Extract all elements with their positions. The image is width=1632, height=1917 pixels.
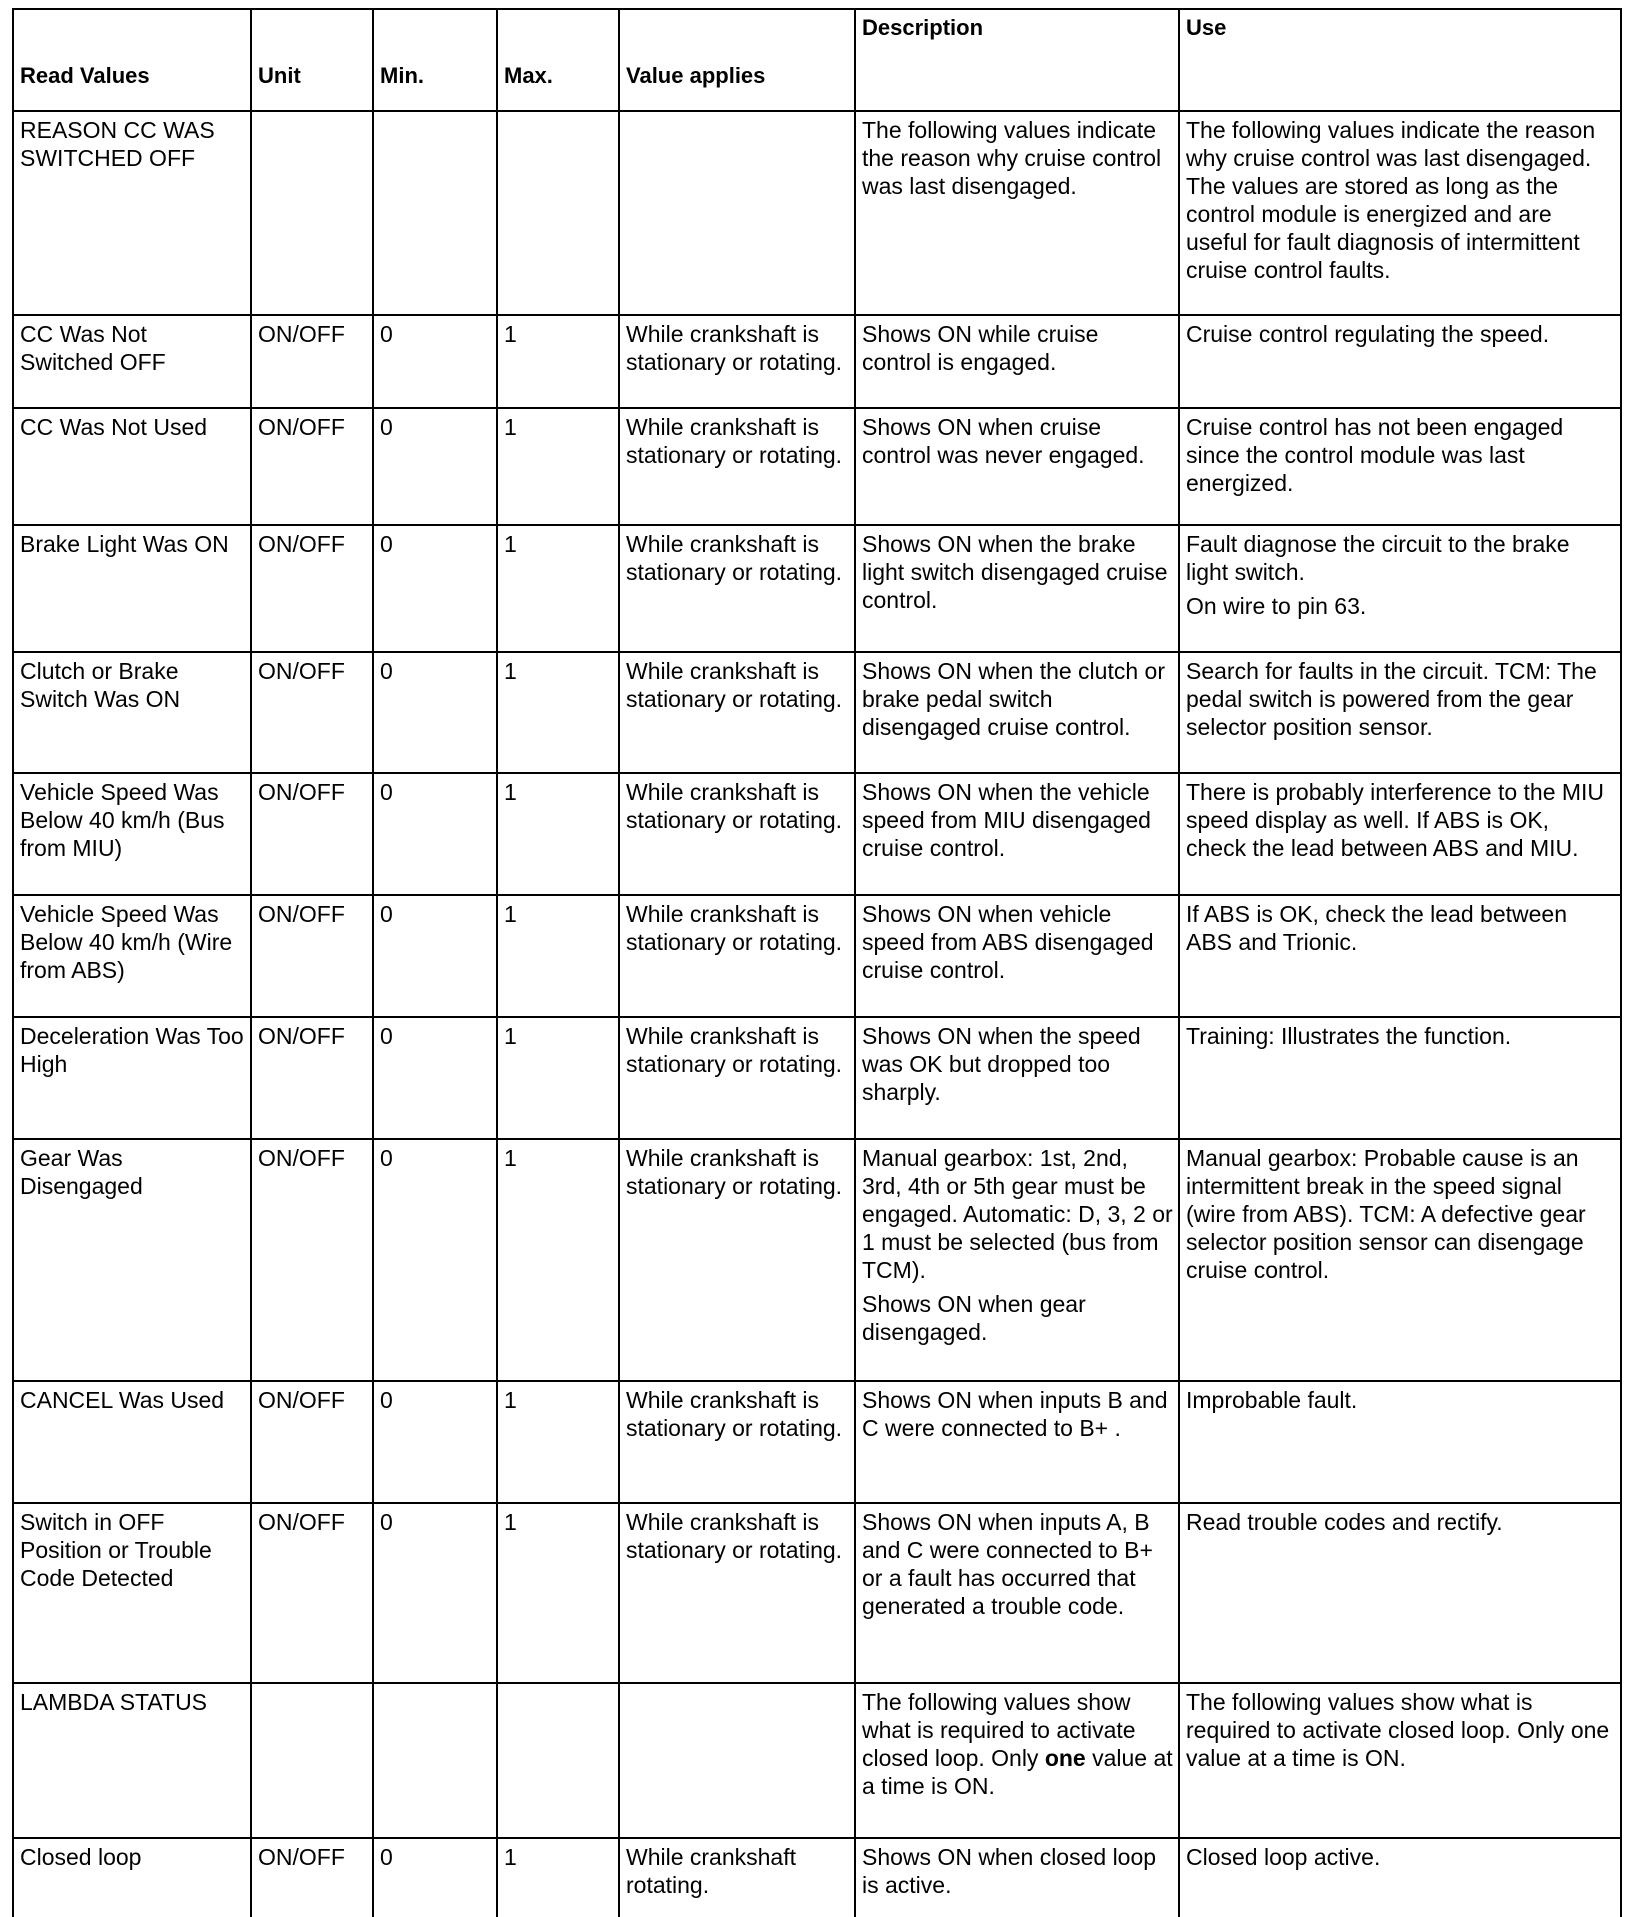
cell-max: 1: [497, 652, 619, 773]
cell-read-value: Clutch or Brake Switch Was ON: [13, 652, 251, 773]
cell-description: Shows ON when inputs B and C were connected to B+ .: [855, 1381, 1179, 1503]
table-row: [13, 525, 1621, 652]
cell-min: 0: [373, 1838, 497, 1917]
cell-min: 0: [373, 525, 497, 652]
cell-max: 1: [497, 1503, 619, 1683]
table-row: [13, 1139, 1621, 1381]
cell-min: [373, 1683, 497, 1838]
header-value-applies: Value applies: [619, 9, 855, 111]
cell-value-applies: While crankshaft is stationary or rotating.: [619, 408, 855, 525]
cell-min: 0: [373, 773, 497, 895]
cell-value-applies: While crankshaft rotating.: [619, 1838, 855, 1917]
cell-value-applies: [619, 111, 855, 315]
cell-description: Shows ON when the speed was OK but dropped too sharply.: [855, 1017, 1179, 1139]
cell-min: 0: [373, 408, 497, 525]
table-row: [13, 111, 1621, 315]
table-row: [13, 773, 1621, 895]
cell-min: 0: [373, 315, 497, 408]
header-row: [13, 9, 1621, 111]
cell-use: The following values show what is required to activate closed loop. Only one value at a time is ON.: [1179, 1683, 1621, 1838]
cell-min: 0: [373, 652, 497, 773]
header-description: Description: [855, 9, 1179, 111]
cell-min: 0: [373, 1017, 497, 1139]
cell-max: 1: [497, 895, 619, 1017]
cell-use: If ABS is OK, check the lead between ABS and Trionic.: [1179, 895, 1621, 1017]
cell-use: There is probably interference to the MIU speed display as well. If ABS is OK, check the lead between ABS and MIU.: [1179, 773, 1621, 895]
cell-read-value: Vehicle Speed Was Below 40 km/h (Bus from MIU): [13, 773, 251, 895]
cell-min: 0: [373, 1139, 497, 1381]
cell-read-value: Switch in OFF Position or Trouble Code Detected: [13, 1503, 251, 1683]
cell-max: [497, 1683, 619, 1838]
cell-max: 1: [497, 408, 619, 525]
cell-value-applies: [619, 1683, 855, 1838]
read-values-table: [12, 8, 1622, 1917]
cell-description: Shows ON while cruise control is engaged.: [855, 315, 1179, 408]
cell-use: Read trouble codes and rectify.: [1179, 1503, 1621, 1683]
cell-read-value: Brake Light Was ON: [13, 525, 251, 652]
header-max: Max.: [497, 9, 619, 111]
cell-unit: ON/OFF: [251, 773, 373, 895]
cell-read-value: Vehicle Speed Was Below 40 km/h (Wire from ABS): [13, 895, 251, 1017]
cell-value-applies: While crankshaft is stationary or rotating.: [619, 525, 855, 652]
cell-use: Closed loop active.: [1179, 1838, 1621, 1917]
cell-unit: ON/OFF: [251, 315, 373, 408]
cell-max: 1: [497, 525, 619, 652]
cell-unit: [251, 1683, 373, 1838]
cell-read-value: Closed loop: [13, 1838, 251, 1917]
table-row: [13, 652, 1621, 773]
cell-max: 1: [497, 1139, 619, 1381]
cell-unit: ON/OFF: [251, 1017, 373, 1139]
cell-min: [373, 111, 497, 315]
cell-unit: ON/OFF: [251, 1139, 373, 1381]
cell-read-value: Deceleration Was Too High: [13, 1017, 251, 1139]
cell-use: [1179, 525, 1621, 652]
cell-min: 0: [373, 1503, 497, 1683]
cell-max: 1: [497, 1381, 619, 1503]
cell-description: Shows ON when vehicle speed from ABS disengaged cruise control.: [855, 895, 1179, 1017]
cell-max: 1: [497, 1838, 619, 1917]
cell-read-value: Gear Was Disengaged: [13, 1139, 251, 1381]
cell-read-value: LAMBDA STATUS: [13, 1683, 251, 1838]
cell-read-value: CANCEL Was Used: [13, 1381, 251, 1503]
table-row: [13, 1838, 1621, 1917]
cell-use: Search for faults in the circuit. TCM: The pedal switch is powered from the gear selector position sensor.: [1179, 652, 1621, 773]
cell-use: Cruise control has not been engaged since the control module was last energized.: [1179, 408, 1621, 525]
cell-max: 1: [497, 315, 619, 408]
use-text-note: On wire to pin 63.: [1186, 593, 1367, 619]
header-unit: Unit: [251, 9, 373, 111]
cell-min: 0: [373, 895, 497, 1017]
cell-value-applies: While crankshaft is stationary or rotating.: [619, 1381, 855, 1503]
cell-description: Shows ON when the brake light switch disengaged cruise control.: [855, 525, 1179, 652]
cell-unit: ON/OFF: [251, 525, 373, 652]
cell-value-applies: While crankshaft is stationary or rotating.: [619, 652, 855, 773]
description-text: Manual gearbox: 1st, 2nd, 3rd, 4th or 5th gear must be engaged. Automatic: D, 3, 2 or 1 must be selected (bus from TCM).: [862, 1145, 1173, 1283]
description-text-note: Shows ON when gear disengaged.: [862, 1291, 1086, 1345]
cell-unit: ON/OFF: [251, 652, 373, 773]
description-text-end: value at a time is ON.: [862, 1745, 1173, 1799]
cell-max: [497, 111, 619, 315]
cell-max: 1: [497, 773, 619, 895]
description-text: The following values show what is required to activate closed loop. Only: [862, 1689, 1136, 1771]
cell-use: Manual gearbox: Probable cause is an intermittent break in the speed signal (wire from ABS). TCM: A defective gear selector position sensor can disengage cruise control.: [1179, 1139, 1621, 1381]
cell-description: Shows ON when closed loop is active.: [855, 1838, 1179, 1917]
cell-value-applies: While crankshaft is stationary or rotating.: [619, 895, 855, 1017]
cell-unit: ON/OFF: [251, 1503, 373, 1683]
cell-use: Training: Illustrates the function.: [1179, 1017, 1621, 1139]
cell-unit: ON/OFF: [251, 408, 373, 525]
table-row: [13, 1683, 1621, 1838]
cell-description: Shows ON when the vehicle speed from MIU disengaged cruise control.: [855, 773, 1179, 895]
cell-use: Cruise control regulating the speed.: [1179, 315, 1621, 408]
cell-use: The following values indicate the reason why cruise control was last disengaged. The values are stored as long as the control module is energized and are useful for fault diagnosis of intermittent cruise control faults.: [1179, 111, 1621, 315]
cell-value-applies: While crankshaft is stationary or rotating.: [619, 315, 855, 408]
table-row: [13, 315, 1621, 408]
cell-description: Shows ON when inputs A, B and C were connected to B+ or a fault has occurred that generated a trouble code.: [855, 1503, 1179, 1683]
table-row: [13, 408, 1621, 525]
read-values-document: [12, 8, 1620, 1917]
cell-description: The following values indicate the reason why cruise control was last disengaged.: [855, 111, 1179, 315]
cell-description: [855, 1683, 1179, 1838]
header-read-values: Read Values: [13, 9, 251, 111]
table-row: [13, 1381, 1621, 1503]
cell-read-value: CC Was Not Switched OFF: [13, 315, 251, 408]
cell-value-applies: While crankshaft is stationary or rotating.: [619, 1503, 855, 1683]
use-text: Fault diagnose the circuit to the brake light switch.: [1186, 531, 1570, 585]
cell-min: 0: [373, 1381, 497, 1503]
cell-value-applies: While crankshaft is stationary or rotating.: [619, 1017, 855, 1139]
header-use: Use: [1179, 9, 1621, 111]
header-min: Min.: [373, 9, 497, 111]
cell-unit: ON/OFF: [251, 1838, 373, 1917]
table-row: [13, 1503, 1621, 1683]
cell-read-value: REASON CC WAS SWITCHED OFF: [13, 111, 251, 315]
description-emphasis: one: [1044, 1745, 1086, 1771]
cell-value-applies: While crankshaft is stationary or rotating.: [619, 1139, 855, 1381]
table-row: [13, 895, 1621, 1017]
cell-unit: ON/OFF: [251, 895, 373, 1017]
table-row: [13, 1017, 1621, 1139]
cell-use: Improbable fault.: [1179, 1381, 1621, 1503]
cell-unit: ON/OFF: [251, 1381, 373, 1503]
cell-description: Shows ON when the clutch or brake pedal switch disengaged cruise control.: [855, 652, 1179, 773]
cell-description: Shows ON when cruise control was never engaged.: [855, 408, 1179, 525]
cell-max: 1: [497, 1017, 619, 1139]
cell-description: [855, 1139, 1179, 1381]
cell-read-value: CC Was Not Used: [13, 408, 251, 525]
cell-unit: [251, 111, 373, 315]
cell-value-applies: While crankshaft is stationary or rotating.: [619, 773, 855, 895]
